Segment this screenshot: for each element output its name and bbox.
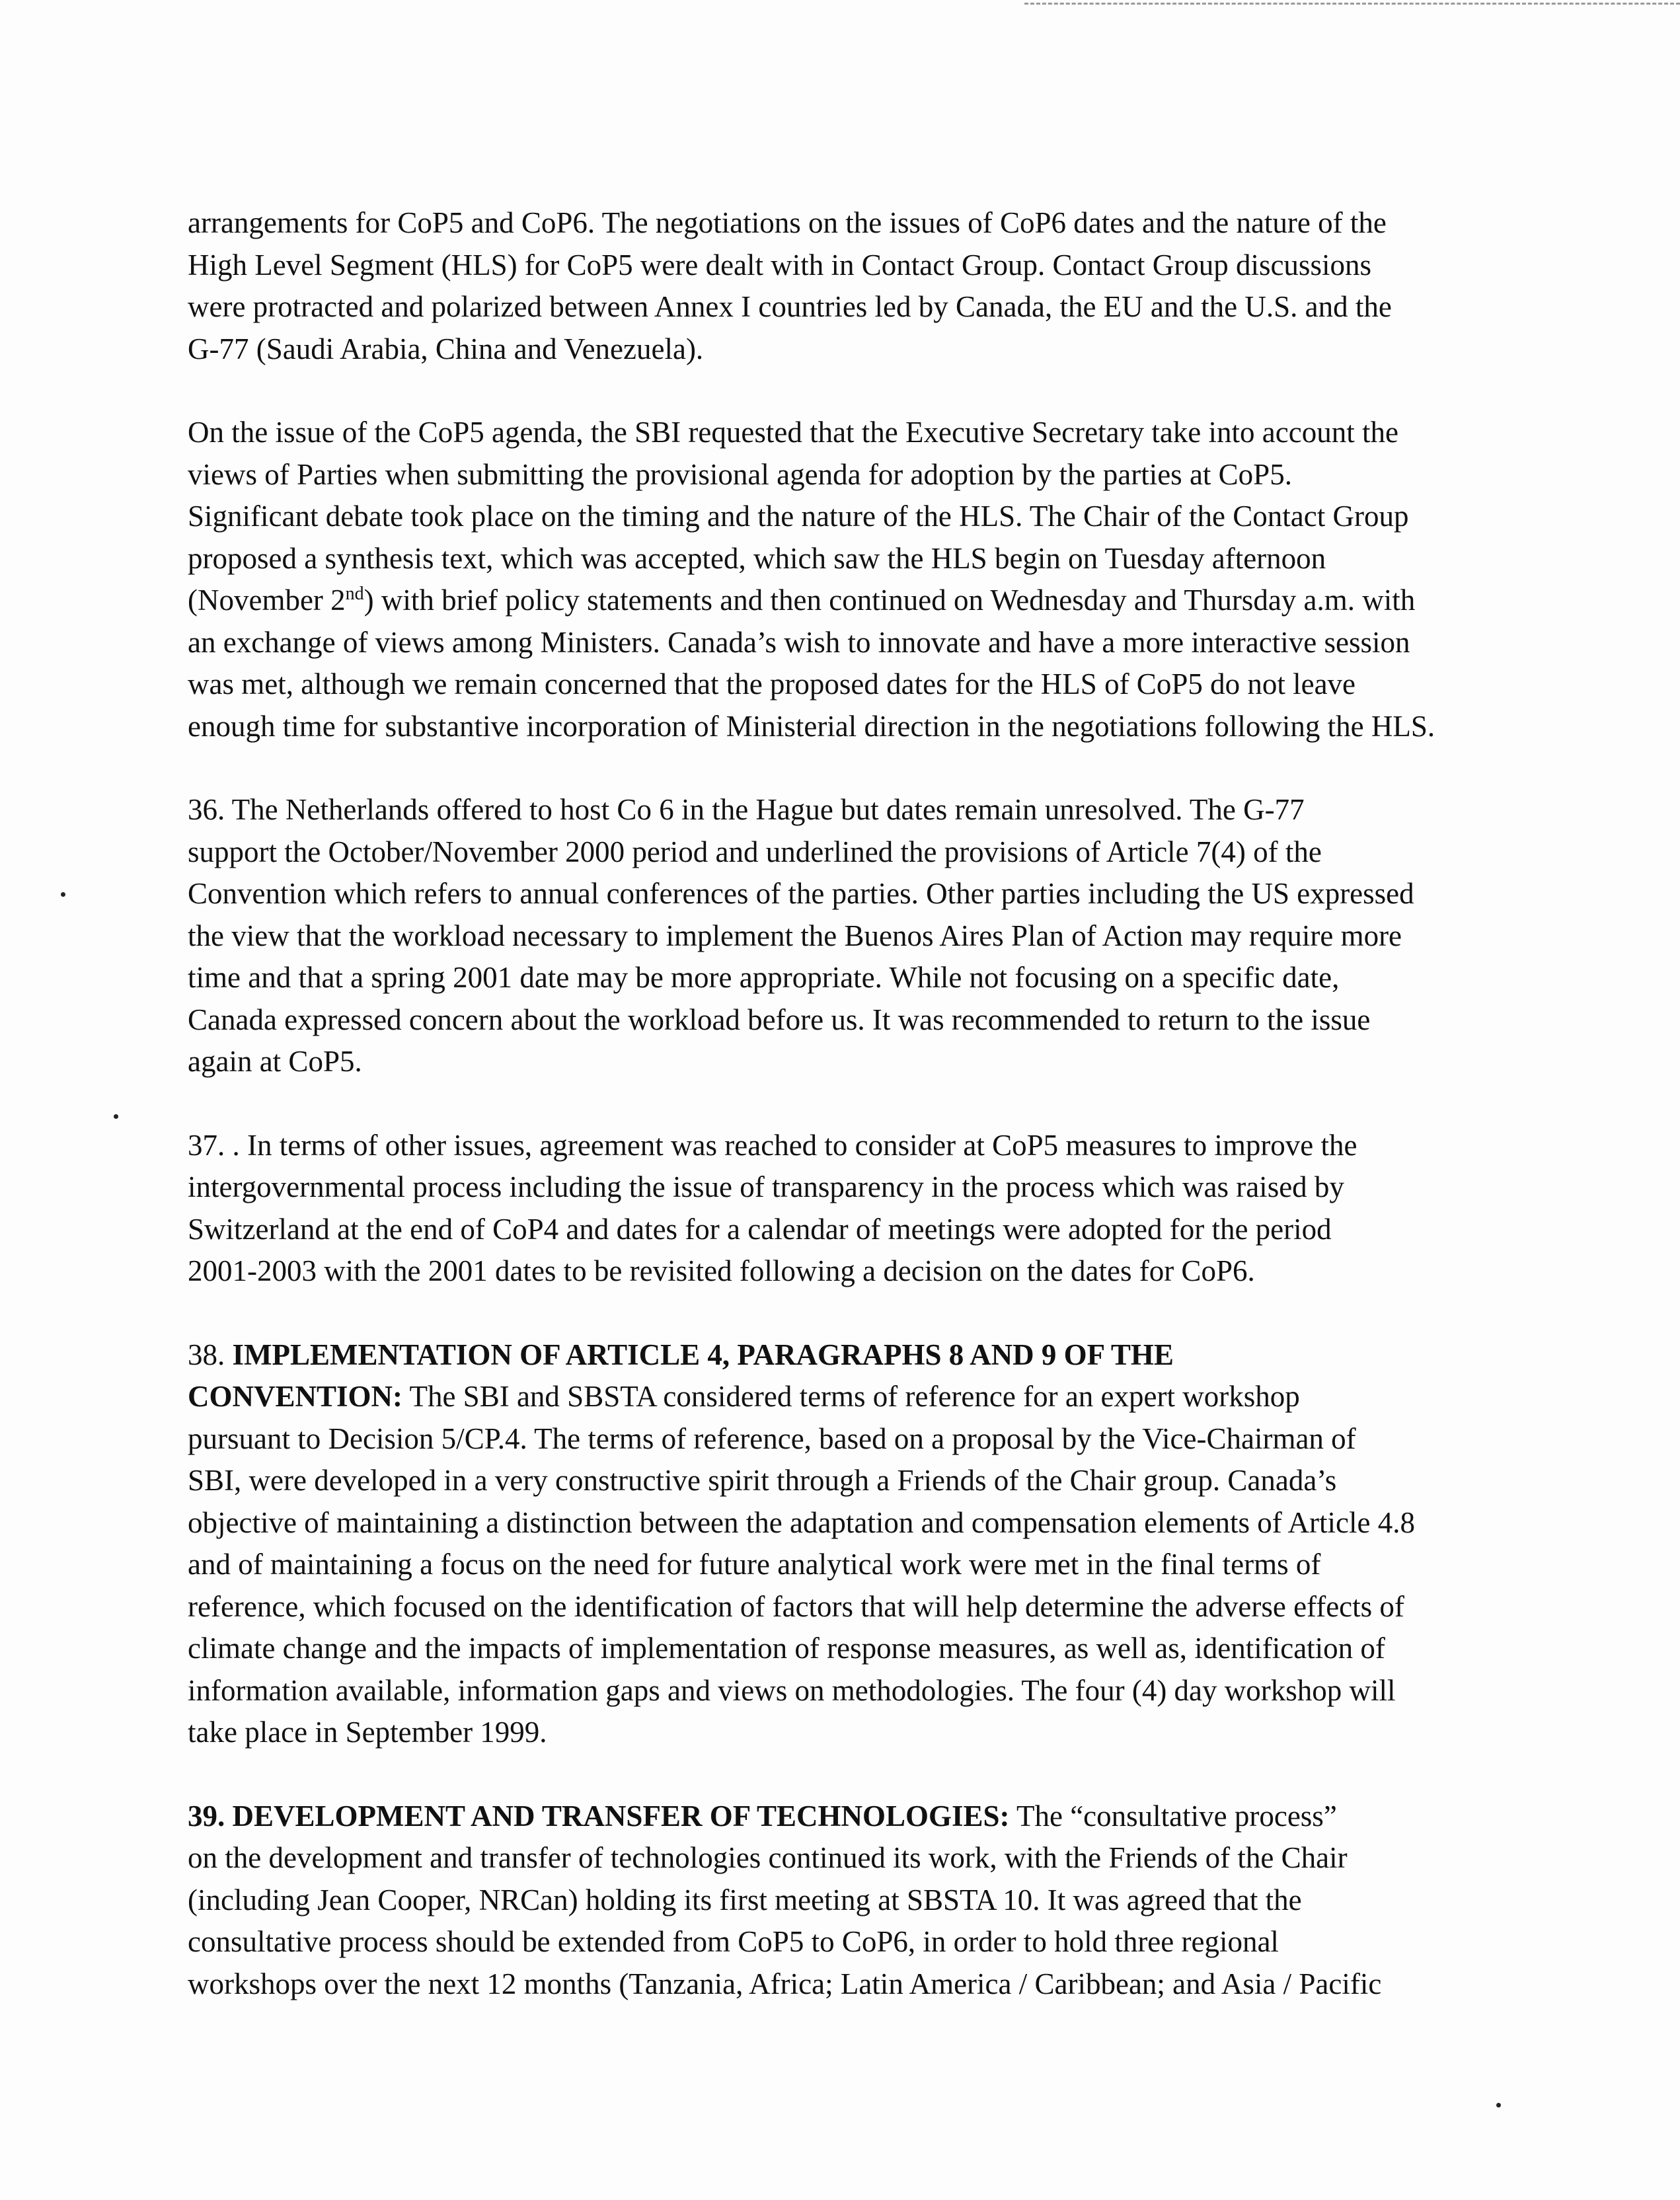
paragraph-number: 39. [188, 1799, 225, 1833]
paragraph-text: The “consultative process” on the development and transfer of technologies continued its work, with the Friends of the Chair (including Jean Cooper, NRCan) holding its first meeting at SBSTA 10. It was agreed that the consultative process should be extended from CoP5 to CoP6, in order to hold three regional workshops over the next 12 months (Tanzania, Africa; Latin America / Caribbean; and Asia / Pacific [188, 1799, 1382, 2000]
paragraph-cop5-agenda [188, 412, 1609, 747]
paragraph-39 [188, 1796, 1609, 2006]
paragraph-continuation [188, 202, 1609, 370]
top-edge-rule [1024, 3, 1680, 5]
section-heading: DEVELOPMENT AND TRANSFER OF TECHNOLOGIES: [225, 1799, 1010, 1833]
paragraph-text: The Netherlands offered to host Co 6 in the Hague but dates remain unresolved. The G-77 support the October/November 2000 period and underlined the provisions of Article 7(4) of the Convention which refers to annual conferences of the parties. Other parties including the US expressed the view that the workload necessary to implement the Buenos Aires Plan of Action may require more time and that a spring 2001 date may be more appropriate. While not focusing on a specific date, Canada expressed concern about the workload before us. It was recommended to return to the issue again at CoP5. [188, 793, 1414, 1078]
paragraph-text: ) with brief policy statements and then continued on Wednesday and Thursday a.m. with an exchange of views among Ministers. Canada’s wish to innovate and have a more interactive session was met, although we remain concerned that the proposed dates for the HLS of CoP5 do not leave enough time for substantive incorporation of Ministerial direction in the negotiations following the HLS. [188, 584, 1435, 743]
paragraph-text: The SBI and SBSTA considered terms of reference for an expert workshop pursuant to Decision 5/CP.4. The terms of reference, based on a proposal by the Vice-Chairman of SBI, were developed in a very constructive spirit through a Friends of the Chair group. Canada’s objective of maintaining a distinction between the adaptation and compensation elements of Article 4.8 and of maintaining a focus on the need for future analytical work were met in the final terms of reference, which focused on the identification of factors that will help determine the adverse effects of climate change and the impacts of implementation of response measures, as well as, identification of information available, information gaps and views on methodologies. The four (4) day workshop will take place in September 1999. [188, 1380, 1415, 1749]
ordinal-superscript: nd [345, 584, 364, 604]
scan-speck [114, 1114, 118, 1119]
paragraph-number: 38. [188, 1338, 225, 1371]
paragraph-number: 37. . [188, 1128, 240, 1162]
paragraph-text: On the issue of the CoP5 agenda, the SBI requested that the Executive Secretary take into account the views of Parties when submitting the provisional agenda for adoption by the parties at CoP5. Significant debate took place on the timing and the nature of the HLS. The Chair of the Contact Group proposed a synthesis text, which was accepted, which saw the HLS begin on Tuesday afternoon (November 2 [188, 416, 1409, 617]
scan-speck [61, 892, 65, 897]
paragraph-text: In terms of other issues, agreement was reached to consider at CoP5 measures to improve the intergovernmental process including the issue of transparency in the process which was raised by Switzerland at the end of CoP4 and dates for a calendar of meetings were adopted for the period 2001-2003 with the 2001 dates to be revisited following a decision on the dates for CoP6. [188, 1128, 1357, 1287]
paragraph-36 [188, 789, 1609, 1083]
paragraph-text: arrangements for CoP5 and CoP6. The negotiations on the issues of CoP6 dates and the nature of the High Level Segment (HLS) for CoP5 were dealt with in Contact Group. Contact Group discussions were protracted and polarized between Annex I countries led by Canada, the EU and the U.S. and the G-77 (Saudi Arabia, China and Venezuela). [188, 206, 1392, 365]
paragraph-37 [188, 1125, 1609, 1293]
document-body [188, 202, 1609, 2047]
scan-speck [1496, 2103, 1501, 2107]
section-heading: IMPLEMENTATION OF ARTICLE 4, PARAGRAPHS 8 AND 9 OF THE CONVENTION: [188, 1338, 1174, 1413]
paragraph-number: 36. [188, 793, 225, 826]
paragraph-38 [188, 1334, 1609, 1754]
